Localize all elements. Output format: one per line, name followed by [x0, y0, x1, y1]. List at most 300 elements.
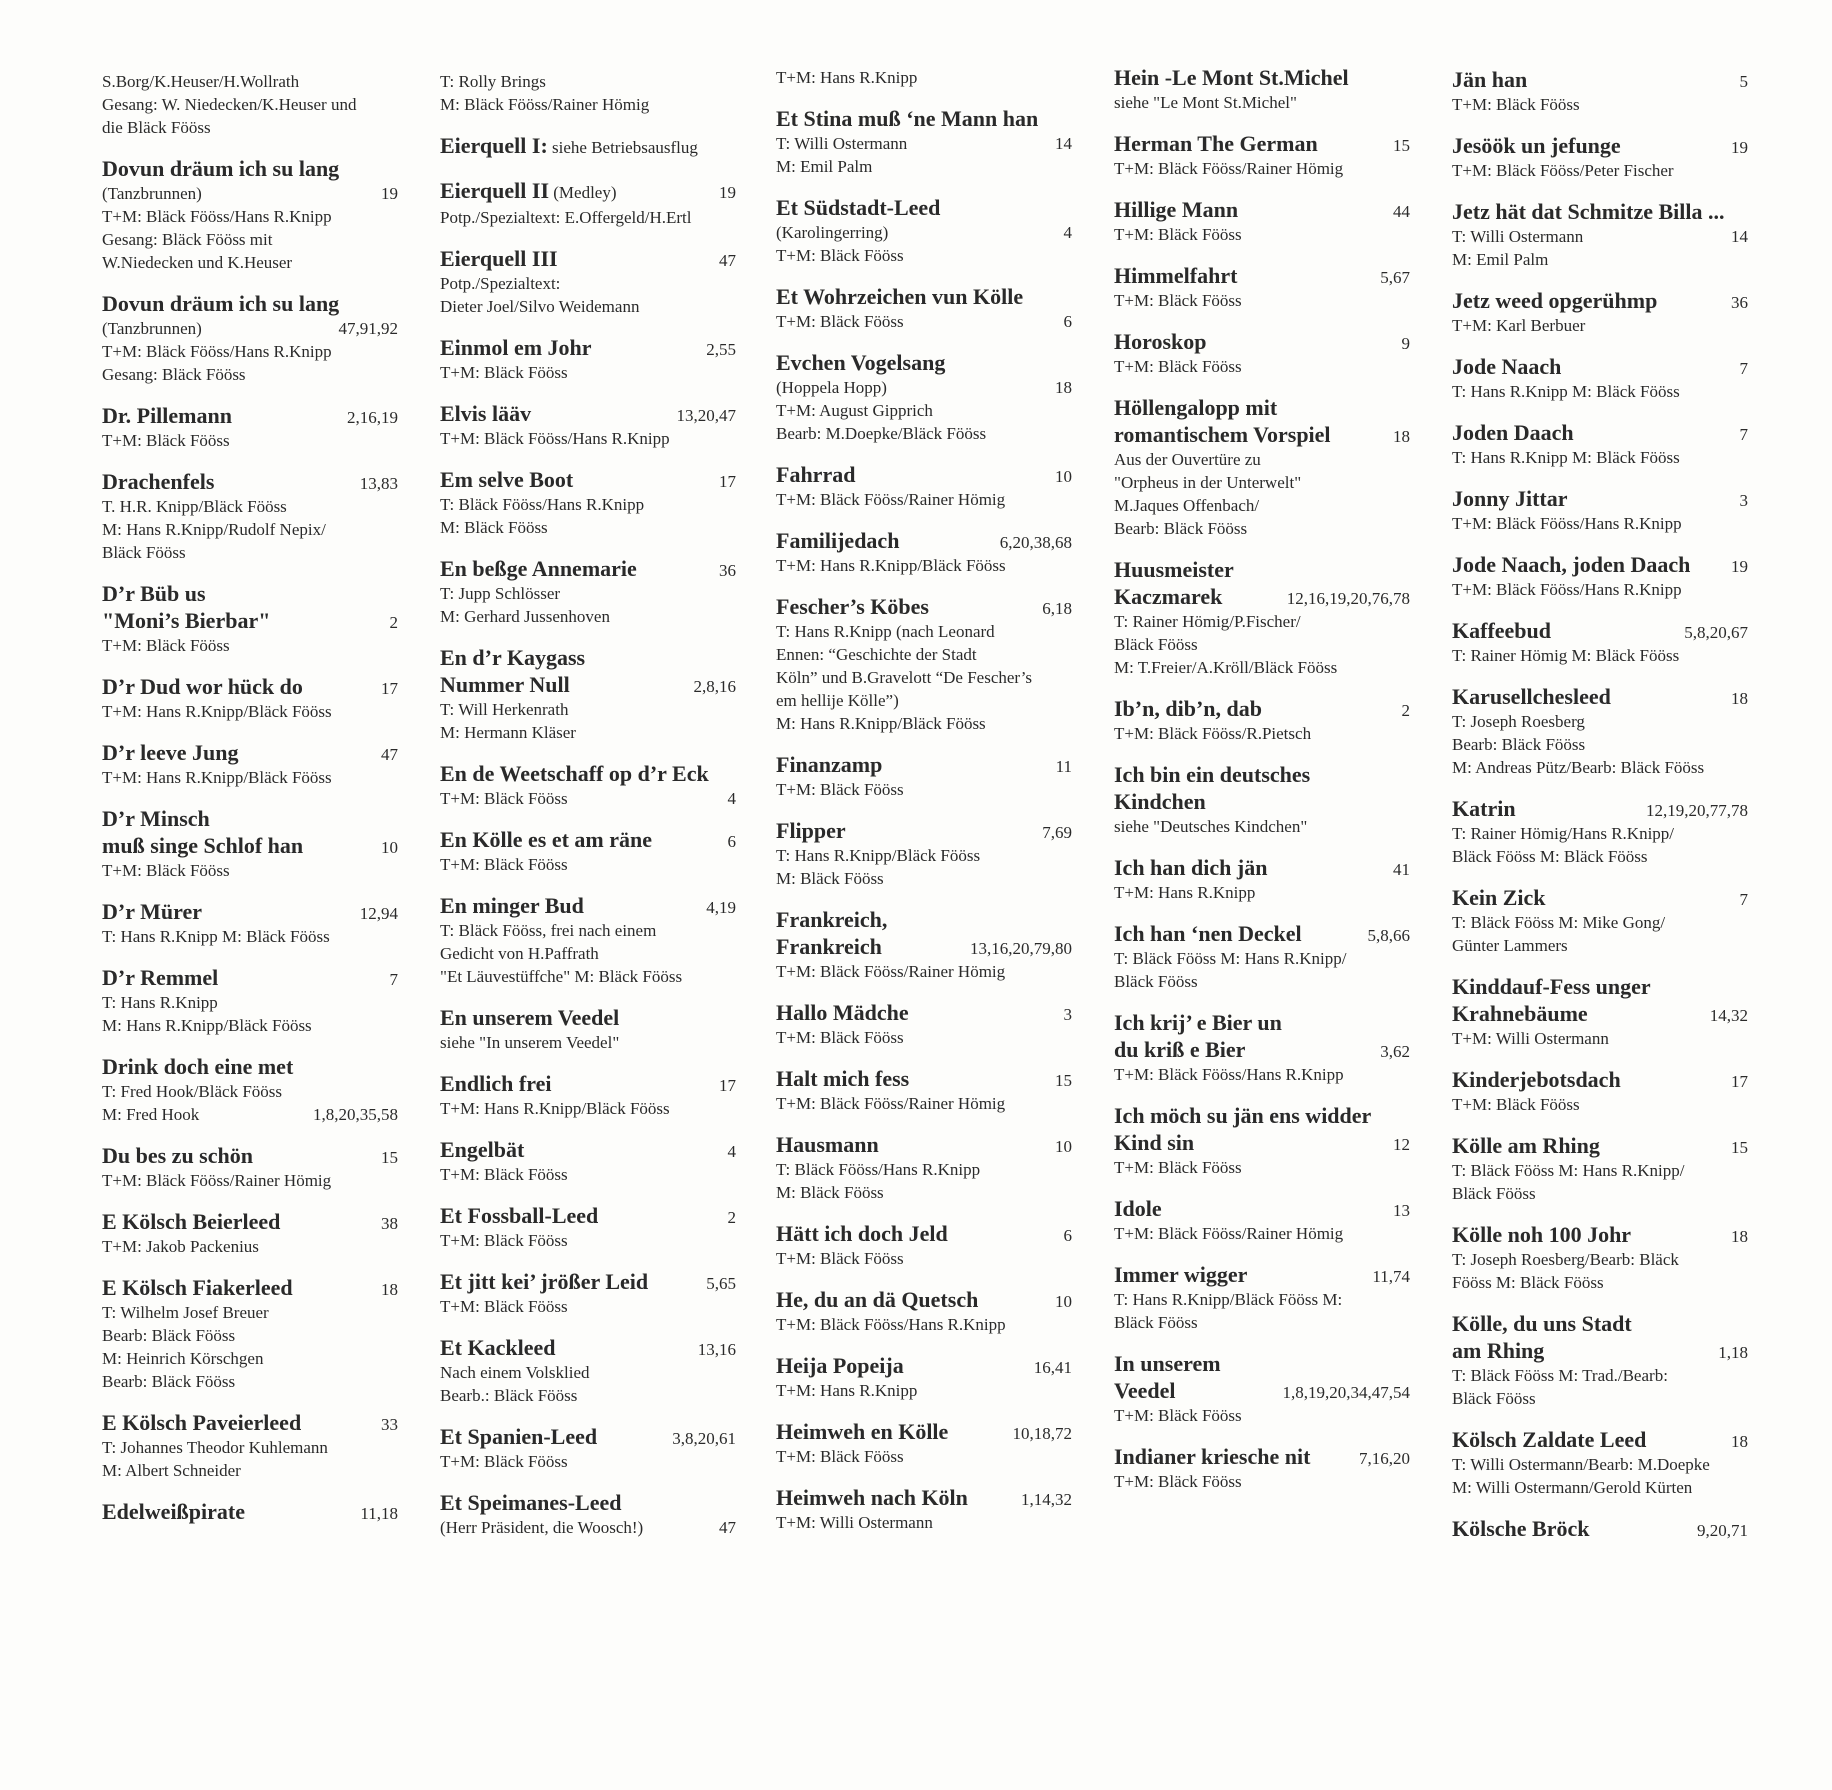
song-title-line — [102, 1274, 398, 1301]
credit-line — [102, 1235, 398, 1258]
credit-text: Nach einem Volsklied — [440, 1363, 590, 1382]
song-title-line — [1114, 130, 1410, 157]
album-numbers: 15 — [381, 1148, 398, 1167]
song-entry — [440, 644, 736, 744]
song-title-line — [776, 1065, 1072, 1092]
credit-text: M: Andreas Pütz/Bearb: Bläck Fööss — [1452, 758, 1705, 777]
song-title-text: muß singe Schlof han — [102, 833, 304, 858]
album-numbers: 17 — [381, 679, 398, 698]
song-title — [1114, 421, 1331, 448]
song-entry — [1114, 64, 1410, 114]
song-title-text: Horoskop — [1114, 329, 1207, 354]
song-title-line — [102, 155, 398, 182]
album-numbers: 7,16,20 — [1359, 1449, 1410, 1468]
song-title-text: Jesöök un jefunge — [1452, 133, 1621, 158]
song-title-line — [1452, 66, 1748, 93]
song-title-text: Familijedach — [776, 528, 900, 553]
album-numbers — [390, 766, 398, 789]
song-title-line — [776, 283, 1072, 310]
song-title — [1452, 1000, 1588, 1027]
credit-text: siehe "In unserem Veedel" — [440, 1033, 620, 1052]
album-numbers: 5,67 — [1380, 268, 1410, 287]
song-entry — [776, 593, 1072, 735]
song-title-text: Et Wohrzeichen vun Kölle — [776, 284, 1024, 309]
song-title — [440, 892, 584, 919]
song-title — [1114, 920, 1302, 947]
credit-line — [1114, 1288, 1410, 1311]
credit-line — [440, 721, 736, 744]
song-title-line — [102, 739, 398, 766]
album-numbers — [1740, 1364, 1748, 1387]
album-numbers — [1740, 845, 1748, 868]
album-numbers: 36 — [1731, 293, 1748, 312]
song-entry — [102, 70, 398, 139]
song-title-text: D’r leeve Jung — [102, 740, 239, 765]
album-numbers — [390, 991, 398, 1014]
song-title-line — [1114, 583, 1410, 610]
song-title — [102, 1208, 280, 1235]
song-title — [1114, 1443, 1310, 1470]
credit-line — [776, 1181, 1072, 1204]
song-entry — [1114, 1261, 1410, 1334]
song-entry — [1114, 394, 1410, 540]
credit-line — [776, 1313, 1072, 1336]
credit-line — [1452, 1271, 1748, 1294]
song-title-line — [1452, 617, 1748, 644]
credit-text: T+M: Bläck Fööss/Rainer Hömig — [1114, 159, 1344, 178]
album-numbers — [390, 1324, 398, 1347]
album-numbers — [1402, 494, 1410, 517]
song-title-text: Nummer Null — [440, 672, 570, 697]
album-numbers — [390, 1014, 398, 1037]
credit-text: T: Rainer Hömig/Hans R.Knipp/ — [1452, 824, 1675, 843]
song-title-line — [440, 1070, 736, 1097]
credit-line — [102, 700, 398, 723]
credit-line — [440, 698, 736, 721]
credit-line — [102, 518, 398, 541]
credit-line — [776, 867, 1072, 890]
song-title-text: Em selve Boot — [440, 467, 574, 492]
album-numbers: 15 — [1731, 1138, 1748, 1157]
credit-line — [1114, 157, 1410, 180]
song-title — [1452, 1310, 1632, 1337]
credit-line — [440, 1295, 736, 1318]
credit-text: M: Bläck Fööss — [776, 869, 884, 888]
album-numbers: 19 — [1731, 557, 1748, 576]
song-title — [776, 817, 846, 844]
credit-text: Bläck Fööss — [1452, 1184, 1536, 1203]
song-title — [102, 580, 206, 607]
album-numbers: 2 — [727, 1208, 736, 1227]
credit-line — [102, 317, 398, 340]
credit-text: T+M: Hans R.Knipp — [1114, 883, 1256, 902]
album-numbers — [1064, 778, 1072, 801]
song-title — [776, 194, 940, 221]
song-entry — [1114, 1443, 1410, 1493]
credit-text: T+M: Hans R.Knipp/Bläck Fööss — [102, 702, 332, 721]
credit-text: M: Hans R.Knipp/Bläck Fööss — [776, 714, 986, 733]
credit-text: T+M: Bläck Fööss/Rainer Hömig — [1114, 1224, 1344, 1243]
album-numbers — [1402, 1288, 1410, 1311]
song-title — [776, 1220, 948, 1247]
song-title — [102, 898, 202, 925]
album-numbers — [728, 93, 736, 116]
credit-text: T+M: Bläck Fööss/Rainer Hömig — [776, 962, 1006, 981]
album-numbers: 5,65 — [706, 1274, 736, 1293]
column-5 — [1452, 66, 1748, 1558]
song-title-line — [440, 334, 736, 361]
album-numbers — [1740, 1453, 1748, 1476]
song-title-line — [776, 527, 1072, 554]
album-numbers — [1740, 1027, 1748, 1050]
song-title-line — [776, 1131, 1072, 1158]
credit-text: T+M: Willi Ostermann — [1452, 1029, 1609, 1048]
credit-text: T+M: Bläck Fööss — [102, 431, 230, 450]
song-title — [102, 832, 303, 859]
song-title-line — [1452, 419, 1748, 446]
song-title-line — [1452, 551, 1748, 578]
album-numbers — [1740, 644, 1748, 667]
album-numbers: 9,20,71 — [1697, 1521, 1748, 1540]
album-numbers: 10 — [1055, 467, 1072, 486]
album-numbers — [1402, 815, 1410, 838]
song-entry — [776, 1131, 1072, 1204]
album-numbers — [1740, 446, 1748, 469]
album-numbers — [390, 429, 398, 452]
song-title — [102, 739, 238, 766]
credit-line — [776, 1511, 1072, 1534]
credit-text: T+M: Karl Berbuer — [1452, 316, 1586, 335]
song-title-line — [1452, 1132, 1748, 1159]
song-title-line — [440, 892, 736, 919]
song-title — [102, 1409, 301, 1436]
song-title — [1452, 1426, 1646, 1453]
song-entry — [102, 739, 398, 789]
credit-line — [776, 422, 1072, 445]
song-title-text: Heimweh en Kölle — [776, 1419, 949, 1444]
song-title-text: Hillige Mann — [1114, 197, 1239, 222]
credit-text: T+M: Bläck Fööss — [440, 1452, 568, 1471]
song-entry — [102, 964, 398, 1037]
credit-line — [102, 70, 398, 93]
song-title — [440, 826, 652, 853]
album-numbers — [1064, 867, 1072, 890]
album-numbers — [728, 965, 736, 988]
song-title-line — [1114, 196, 1410, 223]
credit-line — [1114, 223, 1410, 246]
album-numbers — [1064, 488, 1072, 511]
song-title-line — [1114, 788, 1410, 815]
song-title — [440, 555, 637, 582]
credit-line — [776, 1026, 1072, 1049]
credit-line — [1452, 822, 1748, 845]
album-numbers — [1402, 881, 1410, 904]
song-entry — [1114, 262, 1410, 312]
song-entry — [440, 1423, 736, 1473]
song-title — [776, 105, 1038, 132]
song-title-line — [776, 349, 1072, 376]
album-numbers — [728, 1031, 736, 1054]
album-numbers — [1402, 947, 1410, 970]
song-title-line — [1114, 1443, 1410, 1470]
album-numbers — [1064, 1313, 1072, 1336]
credit-text: T: Jupp Schlösser — [440, 584, 561, 603]
song-title-text: Jän han — [1452, 67, 1528, 92]
song-title-line — [776, 461, 1072, 488]
album-numbers: 13,16 — [697, 1340, 736, 1359]
credit-line — [1452, 1248, 1748, 1271]
song-title-text: Et Spanien-Leed — [440, 1424, 598, 1449]
song-title-line — [440, 1489, 736, 1516]
credit-line — [102, 116, 398, 139]
credit-line — [102, 495, 398, 518]
album-numbers — [728, 853, 736, 876]
song-title-line — [1452, 973, 1748, 1000]
album-numbers — [390, 541, 398, 564]
song-entry — [1114, 130, 1410, 180]
song-title-line — [1452, 1337, 1748, 1364]
album-numbers: 12,19,20,77,78 — [1646, 801, 1748, 820]
credit-text: "Orpheus in der Unterwelt" — [1114, 473, 1302, 492]
credit-text: Gesang: W. Niedecken/K.Heuser und — [102, 95, 357, 114]
album-numbers: 6 — [727, 832, 736, 851]
album-numbers — [1402, 91, 1410, 114]
credit-text: T+M: Bläck Fööss — [440, 789, 568, 808]
song-title-text: D’r Büb us — [102, 581, 206, 606]
credit-text: T+M: Bläck Fööss/Hans R.Knipp — [776, 1315, 1006, 1334]
credit-text: T+M: Bläck Fööss — [1114, 225, 1242, 244]
credit-text: Gesang: Bläck Fööss — [102, 365, 246, 384]
credit-text: M: Albert Schneider — [102, 1461, 241, 1480]
song-title-line — [102, 898, 398, 925]
song-entry — [102, 155, 398, 274]
song-title-line — [776, 751, 1072, 778]
credit-line — [1452, 1364, 1748, 1387]
song-title — [776, 1484, 968, 1511]
song-entry — [1452, 1132, 1748, 1205]
album-numbers — [390, 1080, 398, 1103]
album-numbers — [390, 518, 398, 541]
song-title-line — [776, 1286, 1072, 1313]
credit-line — [1114, 355, 1410, 378]
song-title-text: du krіß e Bier — [1114, 1037, 1246, 1062]
song-title — [1452, 617, 1551, 644]
credit-line — [440, 70, 736, 93]
song-title — [1114, 1350, 1221, 1377]
album-numbers: 4 — [727, 789, 736, 808]
song-title — [440, 760, 709, 787]
credit-text: M: Hans R.Knipp/Rudolf Nepix/ — [102, 520, 326, 539]
song-title — [1114, 196, 1238, 223]
album-numbers — [1064, 689, 1072, 712]
album-numbers: 5 — [1739, 72, 1748, 91]
credit-text: Bearb: M.Doepke/Bläck Fööss — [776, 424, 987, 443]
song-title — [102, 290, 339, 317]
song-title — [1114, 761, 1310, 788]
song-title-text: Ib’n, dib’n, dab — [1114, 696, 1262, 721]
album-numbers: 6 — [1063, 312, 1072, 331]
album-numbers — [728, 698, 736, 721]
album-numbers — [1740, 512, 1748, 535]
song-title-line — [1114, 1350, 1410, 1377]
album-numbers: 13,83 — [359, 474, 398, 493]
song-title — [1114, 1009, 1282, 1036]
song-entry — [776, 751, 1072, 801]
song-entry — [440, 70, 736, 116]
song-entry — [440, 1489, 736, 1539]
credit-text: M: Bläck Fööss — [776, 1183, 884, 1202]
credit-text: T: Bläck Fööss M: Hans R.Knipp/ — [1452, 1161, 1685, 1180]
album-numbers: 3 — [1063, 1005, 1072, 1024]
song-entry — [102, 1142, 398, 1192]
credit-text: Bearb: Bläck Fööss — [1114, 519, 1248, 538]
song-title-text: Jetz hät dat Schmitze Billa ... — [1452, 199, 1725, 224]
song-entry — [776, 817, 1072, 890]
album-numbers: 17 — [719, 472, 736, 491]
album-numbers — [390, 116, 398, 139]
album-numbers — [1740, 1159, 1748, 1182]
credit-text: M: Gerhard Jussenhoven — [440, 607, 610, 626]
song-title — [440, 644, 585, 671]
song-title-text: Endlich frei — [440, 1071, 552, 1096]
credit-line — [776, 399, 1072, 422]
song-entry — [102, 580, 398, 657]
album-numbers: 38 — [381, 1214, 398, 1233]
song-entry — [1114, 761, 1410, 838]
song-title — [776, 751, 882, 778]
album-numbers — [1064, 399, 1072, 422]
song-entry — [440, 1202, 736, 1252]
song-title-text: Et Südstadt-Leed — [776, 195, 941, 220]
song-title-text: Ich bin ein deutsches — [1114, 762, 1311, 787]
credit-text: M: Willi Ostermann/Gerold Kürten — [1452, 1478, 1693, 1497]
credit-text: Potp./Spezialtext: E.Offergeld/H.Ertl — [440, 208, 692, 227]
song-title — [776, 527, 899, 554]
credit-text: T: Rainer Hömig M: Bläck Fööss — [1452, 646, 1680, 665]
credit-text: T: Willi Ostermann — [776, 134, 908, 153]
album-numbers: 10 — [381, 838, 398, 857]
column-4 — [1114, 64, 1410, 1509]
song-entry — [776, 906, 1072, 983]
credit-text: T+M: Bläck Fööss/Hans R.Knipp — [102, 207, 332, 226]
song-title-line — [440, 245, 736, 272]
song-entry — [1452, 973, 1748, 1050]
credit-line — [440, 582, 736, 605]
credit-text: Bearb: Bläck Fööss — [102, 1326, 236, 1345]
album-numbers — [728, 582, 736, 605]
album-numbers — [1064, 66, 1072, 89]
credit-line — [1452, 1453, 1748, 1476]
song-title-text: En Kölle es et am räne — [440, 827, 653, 852]
credit-line — [1452, 1387, 1748, 1410]
song-title-line — [776, 194, 1072, 221]
album-numbers: 5,8,66 — [1367, 926, 1410, 945]
album-numbers — [390, 1436, 398, 1459]
credit-text: Fööss M: Bläck Fööss — [1452, 1273, 1604, 1292]
column-1 — [102, 70, 398, 1541]
album-numbers: 14 — [1055, 134, 1072, 153]
song-title-line — [440, 555, 736, 582]
song-title-text: Ich han dich jän — [1114, 855, 1268, 880]
album-numbers — [1402, 633, 1410, 656]
credit-line — [440, 1384, 736, 1407]
credit-line — [440, 1516, 736, 1539]
credit-line — [1452, 934, 1748, 957]
credit-line — [440, 919, 736, 942]
song-title — [440, 1489, 622, 1516]
song-title-line — [440, 400, 736, 427]
credit-text: T: Joseph Roesberg/Bearb: Bläck — [1452, 1250, 1679, 1269]
song-title-text: Frankreich — [776, 934, 882, 959]
song-title-text: "Moni’s Bierbar" — [102, 608, 271, 633]
song-title-text: D’r Remmel — [102, 965, 219, 990]
song-entry — [1114, 854, 1410, 904]
album-numbers: 11 — [1055, 757, 1072, 776]
credit-line — [1452, 314, 1748, 337]
album-numbers — [728, 942, 736, 965]
album-numbers: 13,16,20,79,80 — [970, 939, 1072, 958]
song-title — [776, 933, 882, 960]
song-title — [1114, 64, 1349, 91]
song-title-line — [102, 964, 398, 991]
album-numbers — [1064, 1379, 1072, 1402]
credit-line — [440, 93, 736, 116]
song-title — [440, 1004, 619, 1031]
credit-line — [776, 244, 1072, 267]
credit-line — [1452, 710, 1748, 733]
credit-line — [776, 1158, 1072, 1181]
credit-text: M: Emil Palm — [776, 157, 873, 176]
album-numbers: 3,8,20,61 — [672, 1429, 736, 1448]
song-entry — [102, 1053, 398, 1126]
song-title-text: Karusellchesleed — [1452, 684, 1611, 709]
song-title — [1452, 287, 1657, 314]
song-title-text: Ich krij’ e Bier un — [1114, 1010, 1282, 1035]
album-numbers: 7 — [1739, 890, 1748, 909]
credit-line — [440, 965, 736, 988]
credit-line — [1114, 1311, 1410, 1334]
song-title-line — [776, 1220, 1072, 1247]
song-title-line — [1452, 795, 1748, 822]
album-numbers: 33 — [381, 1415, 398, 1434]
credit-line — [440, 1229, 736, 1252]
song-title-note: (Medley) — [549, 183, 617, 202]
song-title-line — [440, 466, 736, 493]
song-title — [1452, 795, 1516, 822]
song-entry — [102, 402, 398, 452]
song-title-text: Heimweh nach Köln — [776, 1485, 968, 1510]
credit-line — [102, 859, 398, 882]
song-title-text: Flipper — [776, 818, 846, 843]
song-entry — [1452, 551, 1748, 601]
song-title-text: Huusmeister — [1114, 557, 1234, 582]
album-numbers: 17 — [1731, 1072, 1748, 1091]
song-title-line — [1452, 1426, 1748, 1453]
album-numbers — [1402, 157, 1410, 180]
song-title-text: Ich möch su jän ens widder — [1114, 1103, 1372, 1128]
credit-line — [1114, 815, 1410, 838]
credit-line — [440, 361, 736, 384]
album-numbers — [390, 859, 398, 882]
album-numbers: 5,8,20,67 — [1684, 623, 1748, 642]
credit-text: T: Bläck Fööss M: Trad./Bearb: — [1452, 1366, 1668, 1385]
album-numbers: 18 — [1055, 378, 1072, 397]
credit-text: T+M: August Gipprich — [776, 401, 933, 420]
album-numbers: 36 — [719, 561, 736, 580]
song-title — [1452, 419, 1574, 446]
credit-text: T+M: Hans R.Knipp/Bläck Fööss — [102, 768, 332, 787]
song-title-text: En beßge Annemarie — [440, 556, 637, 581]
